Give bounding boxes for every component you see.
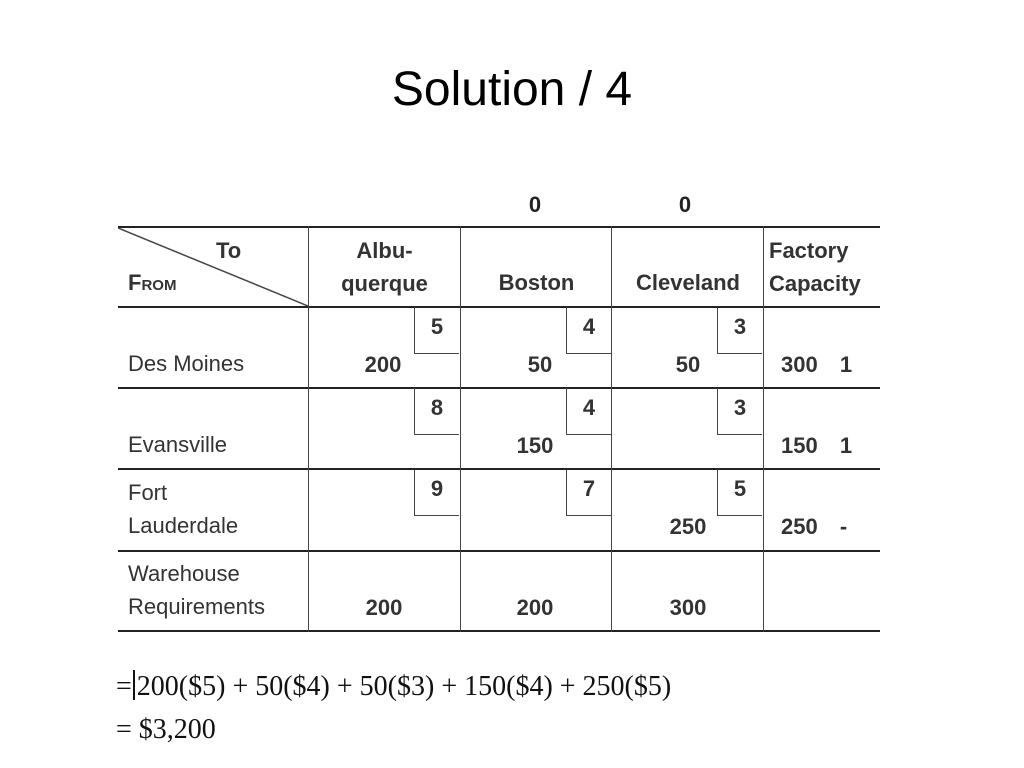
header-factory-capacity: [769, 234, 861, 300]
cost-cell: 3: [717, 307, 762, 354]
allocation-cell: 150: [516, 433, 554, 458]
cost-cell: 5: [414, 307, 459, 354]
cost-cell: 8: [414, 388, 459, 435]
cost-cell: 7: [566, 469, 611, 516]
header-cleveland: Cleveland: [636, 270, 740, 295]
cost-formula: [116, 670, 671, 703]
header-boston: Boston: [498, 270, 575, 295]
cost-cell: 9: [414, 469, 459, 516]
row-divider: [118, 550, 880, 552]
slide-title: Solution / 4: [391, 63, 633, 116]
header-capacity-line2: Capacity: [769, 271, 861, 296]
row-label-requirements: [128, 557, 265, 623]
row-dual: 1: [839, 352, 853, 377]
row-label-evansville: Evansville: [128, 432, 228, 457]
formula-equals: =: [116, 671, 132, 702]
row-dual: 1: [839, 433, 853, 458]
capacity-value: 250: [781, 514, 818, 539]
row-label-line1: Fort: [128, 480, 168, 505]
formula-terms: 200($5) + 50($4) + 50($3) + 150($4) + 250($5): [136, 671, 672, 702]
requirement-value: 200: [365, 595, 403, 620]
text-cursor: [133, 670, 135, 700]
cost-cell: 4: [566, 388, 611, 435]
row-dual: -: [839, 514, 848, 539]
allocation-cell: 250: [669, 514, 707, 539]
row-divider: [118, 387, 880, 389]
row-label-fort-lauderdale: [128, 476, 238, 542]
allocation-cell: 50: [527, 352, 553, 377]
table-grid: [118, 226, 880, 632]
transportation-table: [118, 186, 880, 636]
capacity-cell: [781, 352, 852, 378]
header-rule: [118, 306, 880, 308]
allocation-cell: 200: [364, 352, 402, 377]
row-label-line1: Warehouse: [128, 561, 240, 586]
table-bottom-rule: [118, 630, 880, 632]
total-cost: = $3,200: [116, 714, 216, 745]
header-from: From: [128, 270, 177, 295]
row-label-line2: Requirements: [128, 594, 265, 619]
capacity-cell: [781, 433, 852, 459]
cost-cell: 4: [566, 307, 611, 354]
allocation-cell: 50: [675, 352, 701, 377]
column-dual-cleveland: 0: [678, 192, 692, 217]
requirement-value: 300: [669, 595, 707, 620]
header-capacity-line1: Factory: [769, 238, 849, 263]
capacity-value: 300: [781, 352, 818, 377]
row-divider: [118, 468, 880, 470]
row-label-line2: Lauderdale: [128, 513, 239, 538]
header-albuquerque-line2: querque: [341, 271, 428, 296]
capacity-cell: [781, 514, 847, 540]
row-label-des-moines: Des Moines: [128, 351, 245, 376]
header-to: To: [216, 238, 242, 263]
header-albuquerque-line1: Albu-: [356, 238, 413, 263]
column-dual-boston: 0: [528, 192, 542, 217]
capacity-value: 150: [781, 433, 818, 458]
cost-cell: 3: [717, 388, 762, 435]
requirement-value: 200: [516, 595, 554, 620]
header-albuquerque: [308, 234, 461, 300]
cost-cell: 5: [717, 469, 762, 516]
